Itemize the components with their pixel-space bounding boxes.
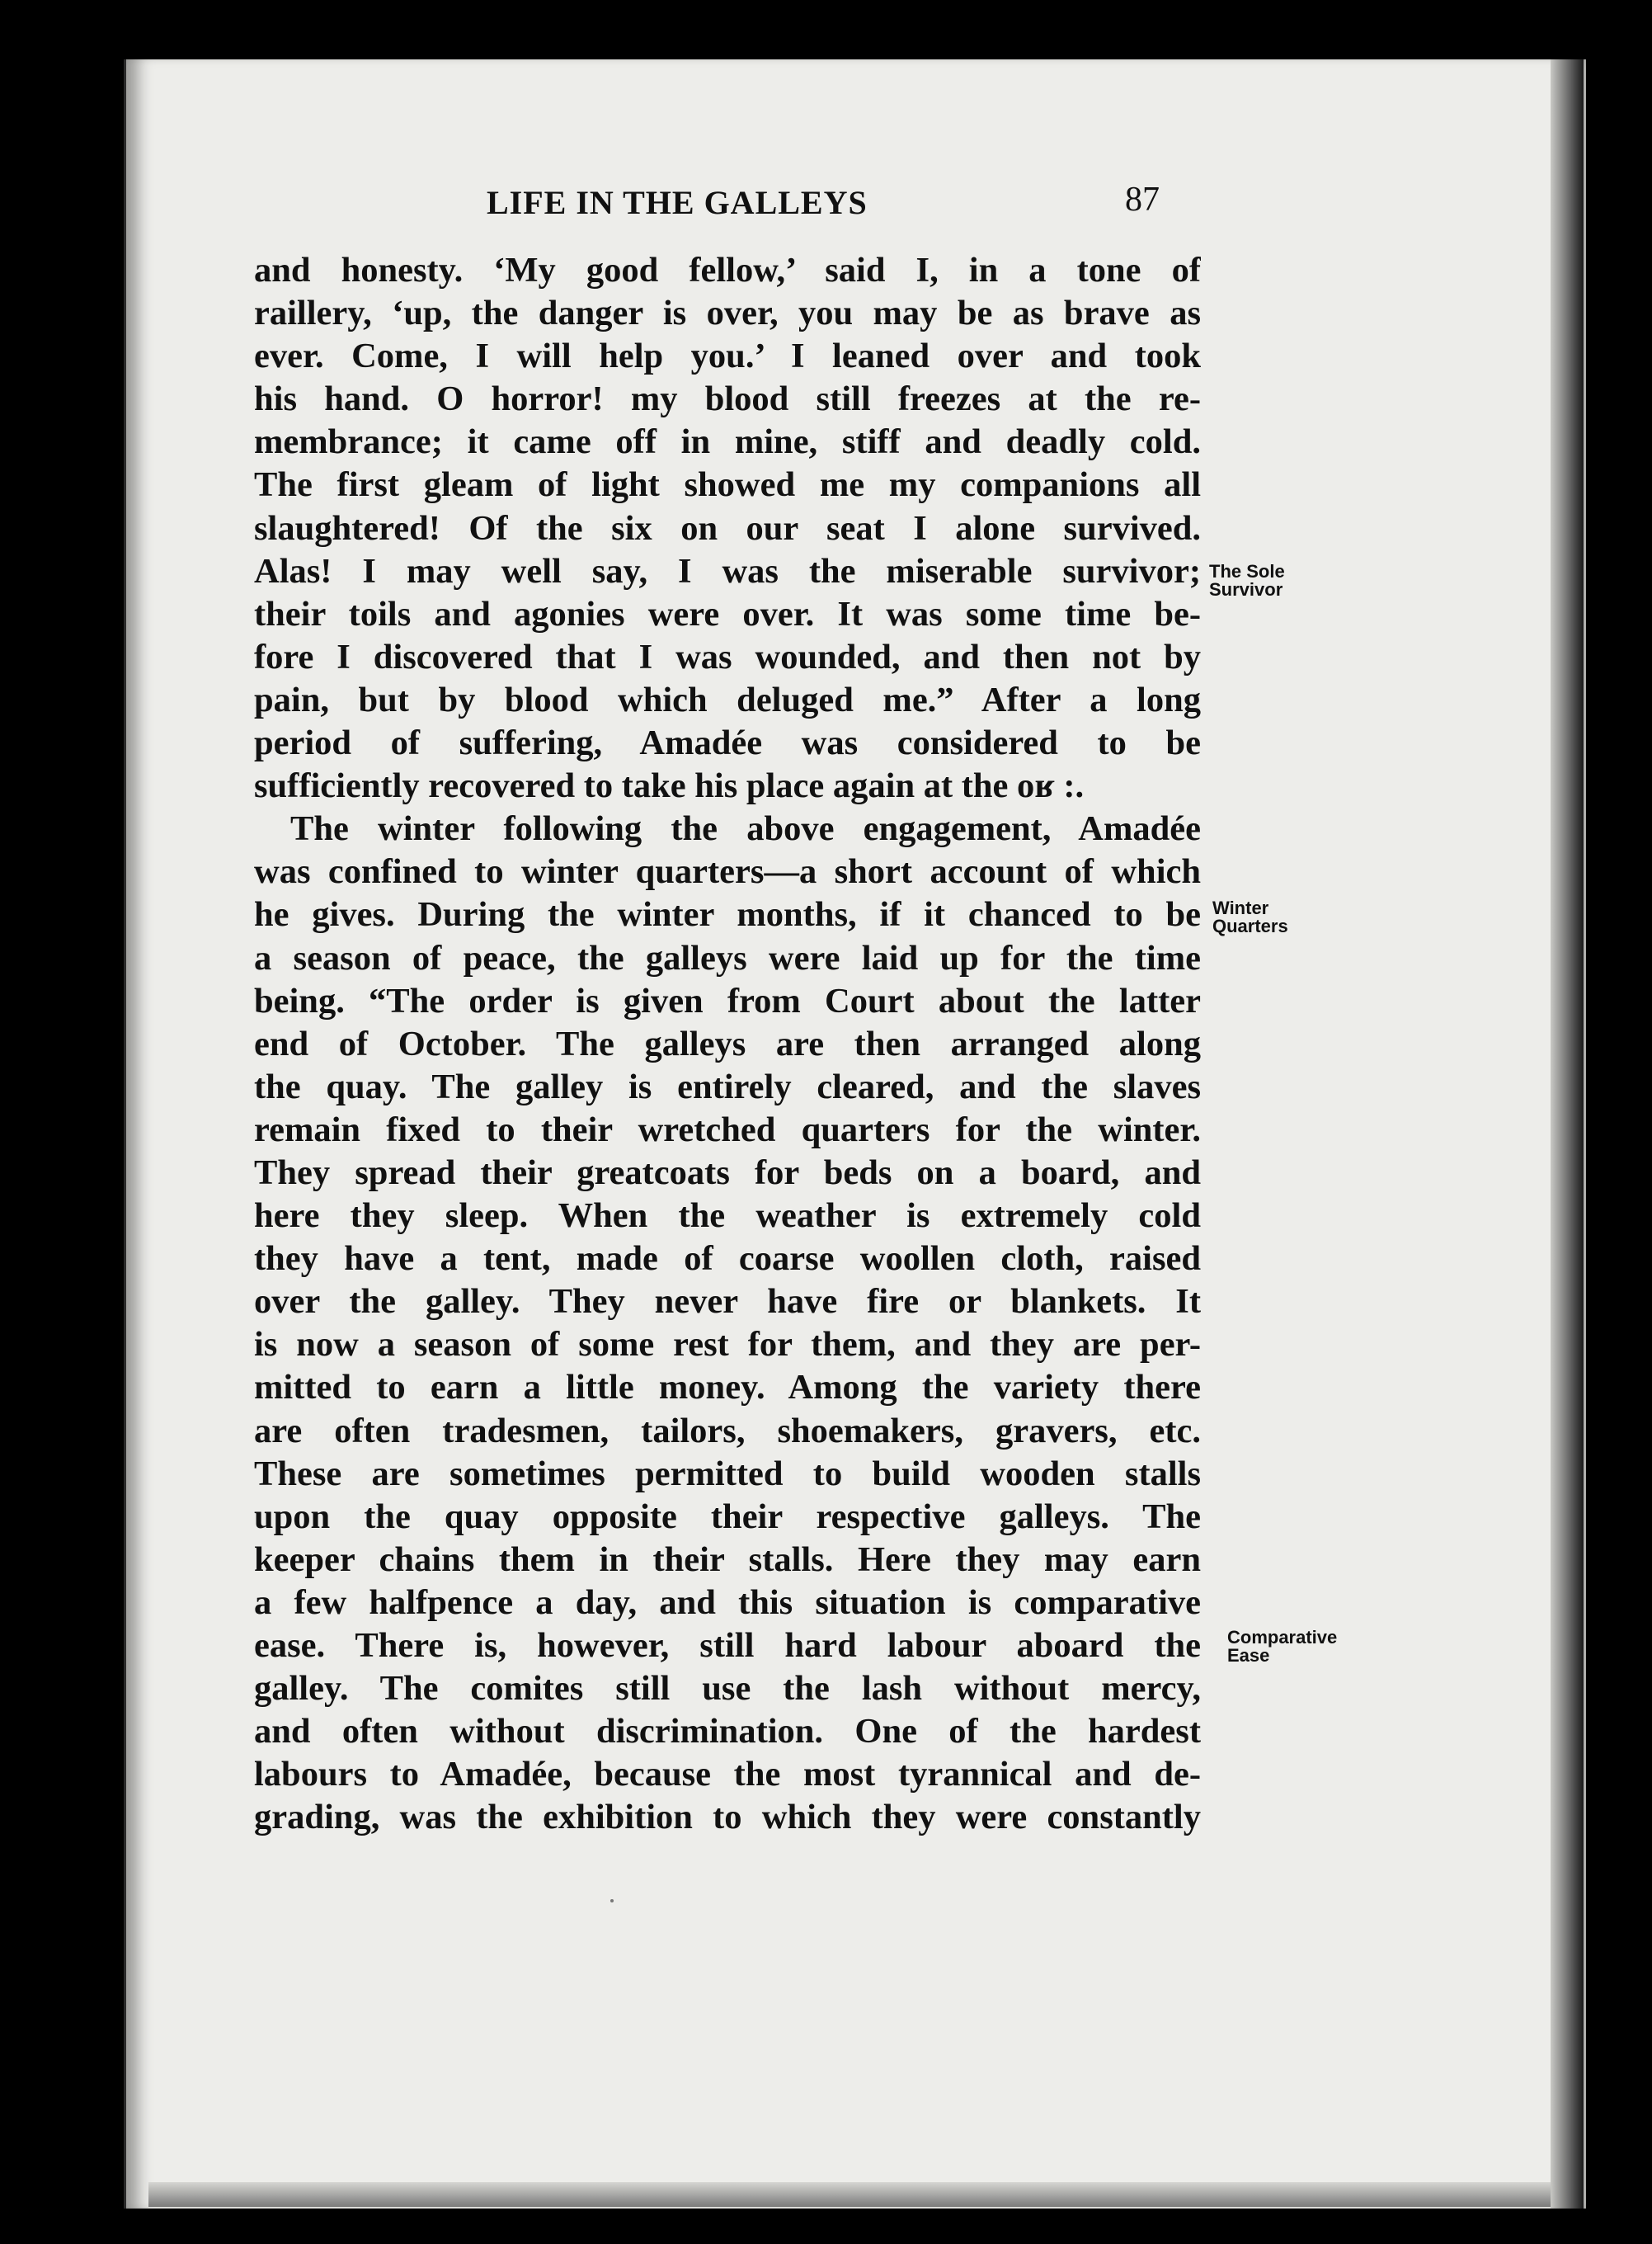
text-line: and often without discrimination. One of the hardest [254, 1712, 1201, 1751]
text-line: remain fixed to their wretched quarters for the winter. [254, 1110, 1201, 1149]
page-fore-edge [1551, 59, 1584, 2209]
paper-speck [610, 1899, 614, 1902]
text-line: membrance; it came off in mine, stiff and deadly cold. [254, 422, 1201, 462]
page-number: 87 [1125, 181, 1160, 219]
text-line: and honesty. ‘My good fellow,’ said I, in a tone of [254, 251, 1201, 290]
text-line: labours to Amadée, because the most tyrannical and de- [254, 1755, 1201, 1794]
text-line: ease. There is, however, still hard labour aboard the [254, 1626, 1201, 1665]
text-line: he gives. During the winter months, if it chanced to be [254, 895, 1201, 935]
text-line: here they sleep. When the weather is extremely cold [254, 1196, 1201, 1236]
body-text [254, 249, 1201, 1839]
text-line: over the galley. They never have fire or blankets. It [254, 1282, 1201, 1322]
text-line: his hand. O horror! my blood still freezes at the re- [254, 380, 1201, 419]
text-line: was confined to winter quarters—a short account of which [254, 852, 1201, 892]
text-line: sufficiently recovered to take his place again at the oʁ :. [254, 766, 1085, 806]
page-bottom-edge [148, 2182, 1551, 2207]
sidenote-comparative-ease [1227, 1629, 1337, 1665]
sidenote-line: Quarters [1212, 916, 1288, 936]
text-line: slaughtered! Of the six on our seat I alone survived. [254, 508, 1201, 548]
text-line: period of suffering, Amadée was considered to be [254, 724, 1201, 763]
text-line: mitted to earn a little money. Among the variety there [254, 1368, 1201, 1407]
text-line: The first gleam of light showed me my companions all [254, 465, 1201, 505]
running-head: LIFE IN THE GALLEYS [487, 184, 868, 221]
text-line: a few halfpence a day, and this situation is comparative [254, 1582, 1201, 1622]
text-line: is now a season of some rest for them, and they are per- [254, 1325, 1201, 1365]
sidenote-winter-quarters [1212, 899, 1288, 936]
text-line: upon the quay opposite their respective galleys. The [254, 1497, 1201, 1536]
text-line: a season of peace, the galleys were laid up for the time [254, 938, 1201, 978]
text-line: galley. The comites still use the lash without mercy, [254, 1669, 1201, 1709]
text-line: fore I discovered that I was wounded, and then not by [254, 637, 1201, 676]
sidenote-the-sole-survivor [1209, 563, 1285, 599]
text-line: pain, but by blood which deluged me.” After a long [254, 680, 1201, 719]
text-line: Alas! I may well say, I was the miserable survivor; [254, 551, 1201, 591]
sidenote-line: Survivor [1209, 579, 1283, 600]
text-line: end of October. The galleys are then arranged along [254, 1024, 1201, 1063]
sidenote-line: Winter [1212, 898, 1269, 918]
text-line: grading, was the exhibition to which they were constantly [254, 1798, 1201, 1837]
text-line: their toils and agonies were over. It was some time be- [254, 594, 1201, 634]
text-line: These are sometimes permitted to build wooden stalls [254, 1454, 1201, 1493]
text-line: being. “The order is given from Court about the latter [254, 981, 1201, 1021]
text-line: they have a tent, made of coarse woollen cloth, raised [254, 1239, 1201, 1279]
text-line: keeper chains them in their stalls. Here they may earn [254, 1539, 1201, 1579]
text-line: the quay. The galley is entirely cleared, and the slaves [254, 1067, 1201, 1106]
text-line: ever. Come, I will help you.’ I leaned over and took [254, 337, 1201, 376]
text-line: are often tradesmen, tailors, shoemakers, gravers, etc. [254, 1411, 1201, 1450]
sidenote-line: Comparative [1227, 1627, 1338, 1648]
text-line: The winter following the above engagement, Amadée [290, 809, 1201, 849]
text-line: They spread their greatcoats for beds on a board, and [254, 1153, 1201, 1192]
sidenote-line: Ease [1227, 1645, 1270, 1666]
sidenote-line: The Sole [1209, 561, 1285, 582]
text-line: raillery, ‘up, the danger is over, you may be as brave as [254, 294, 1201, 333]
